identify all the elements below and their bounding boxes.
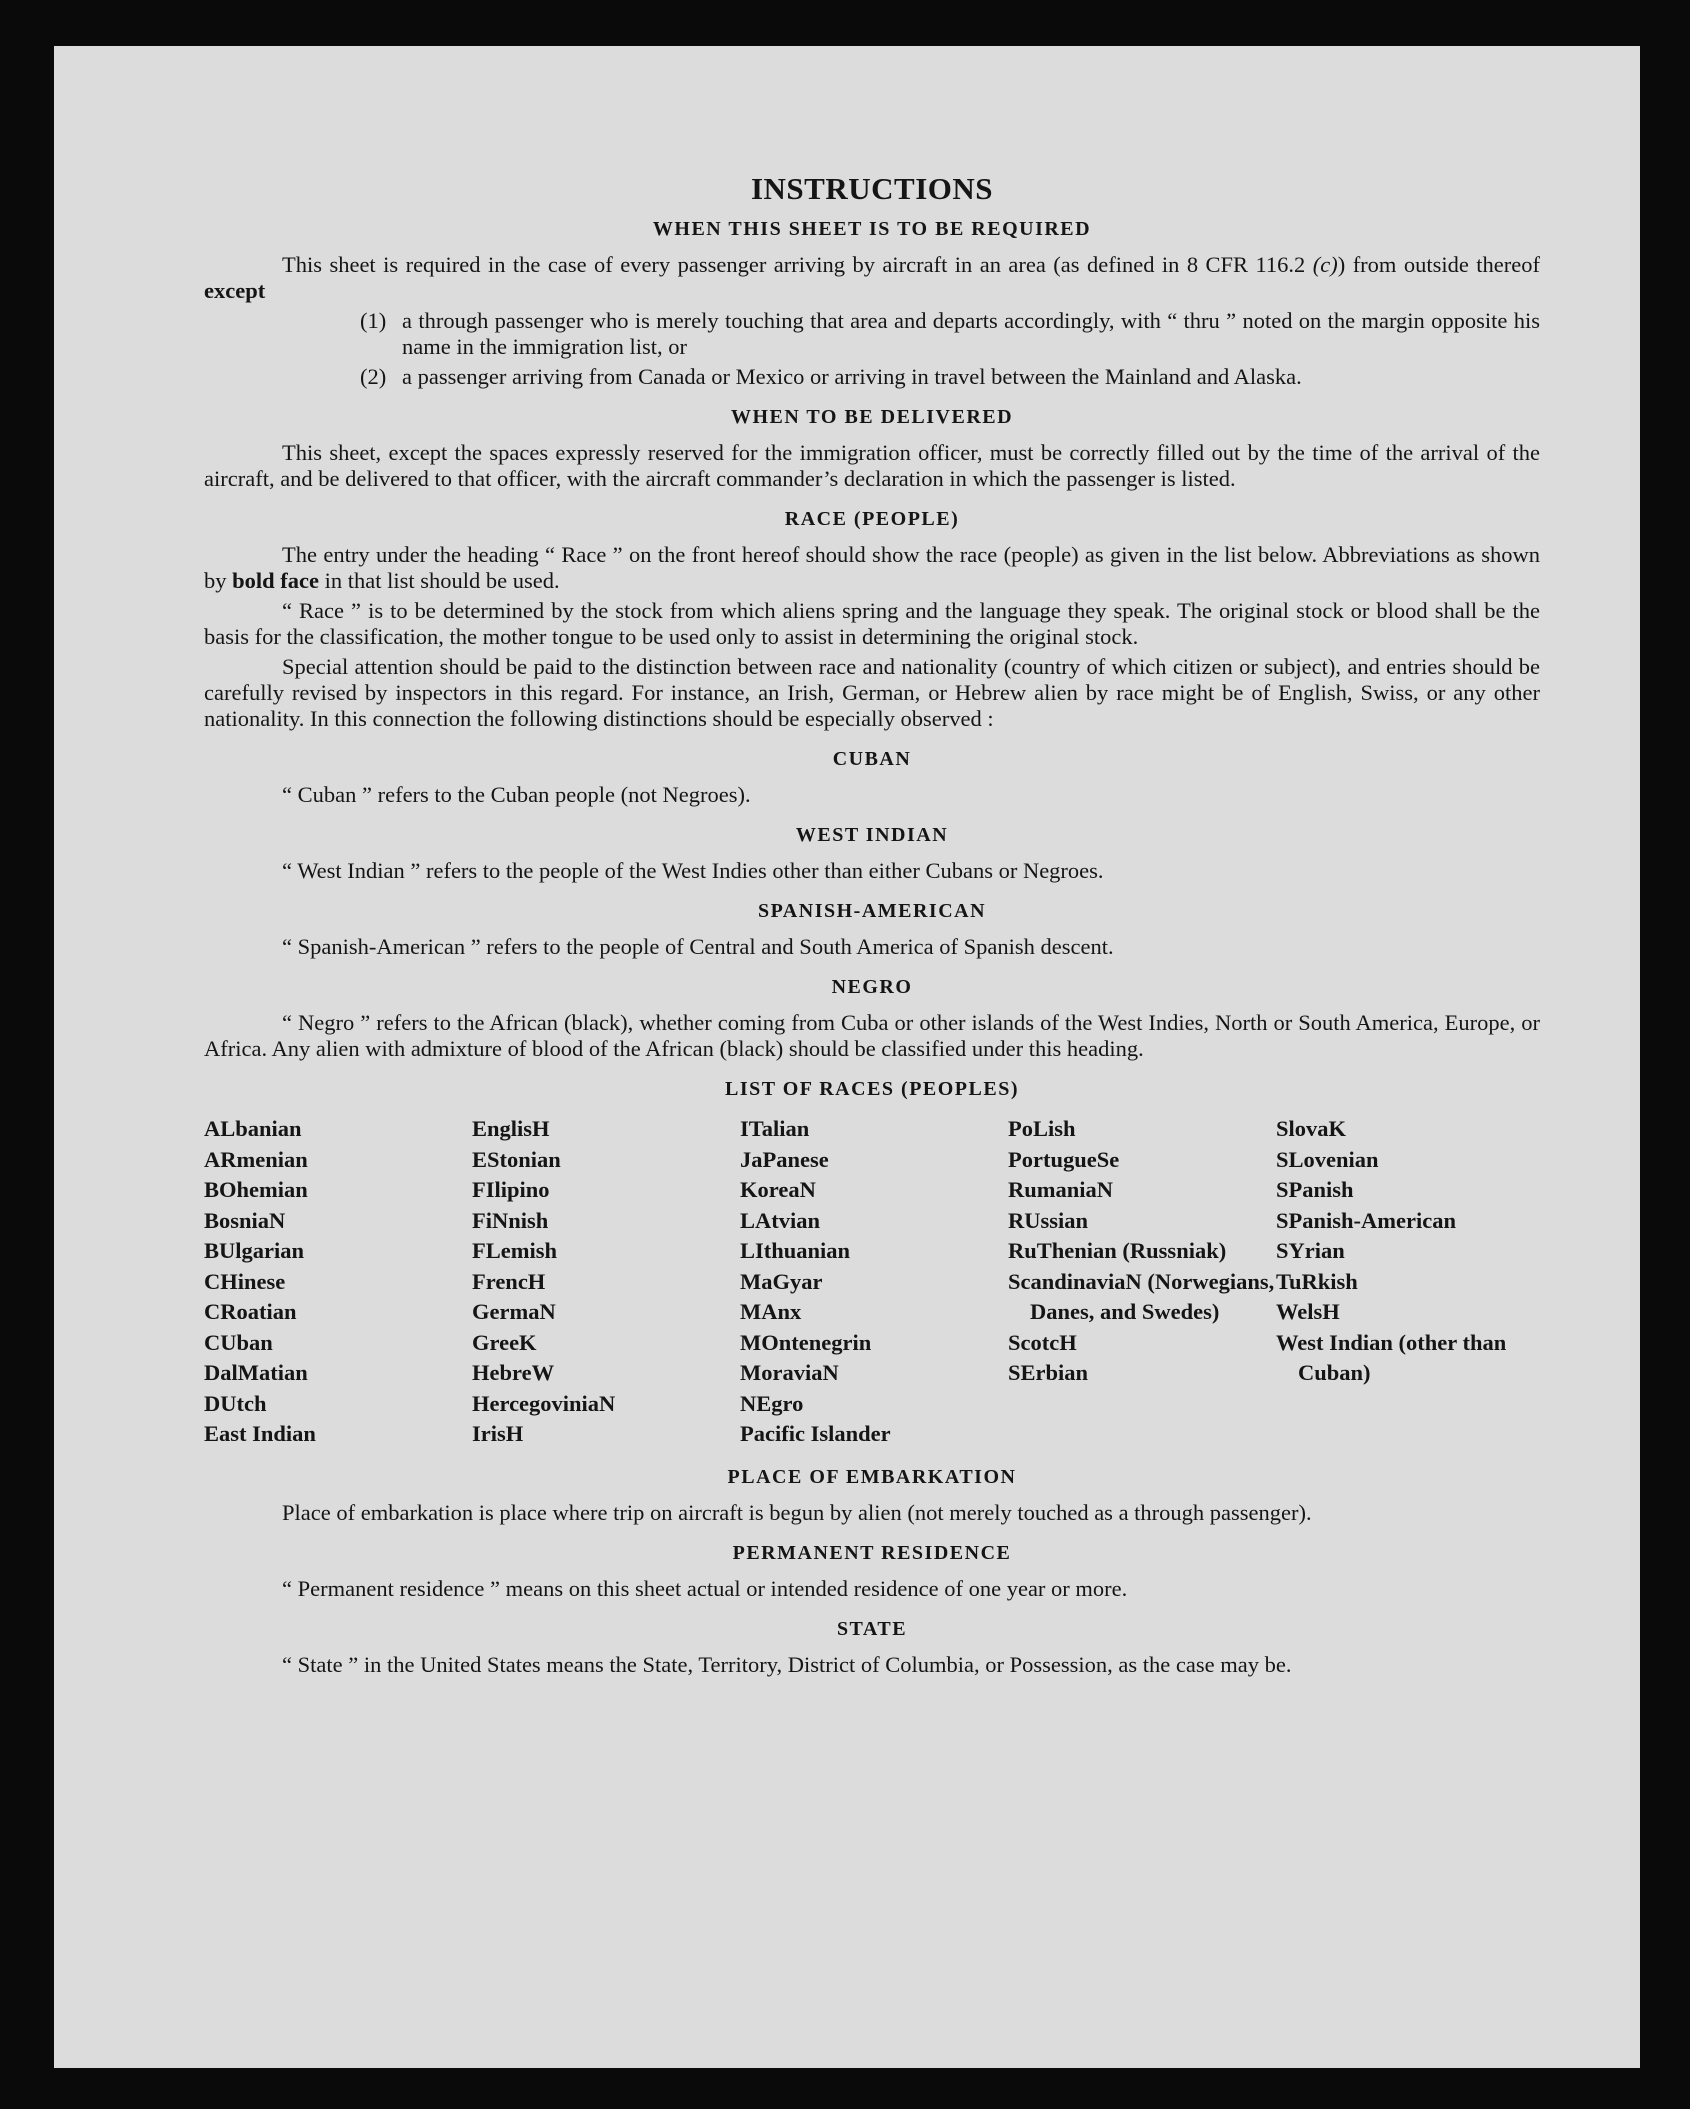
race-item: PortugueSe <box>1008 1146 1120 1172</box>
race-item: DUtch <box>204 1390 267 1416</box>
race-item: BOhemian <box>204 1177 308 1202</box>
race-item: LIthuanian <box>740 1238 851 1263</box>
paragraph-negro: “ Negro ” refers to the African (black), whether coming from Cuba or other islands of the West Indies, North or South America, Europe, or Africa. Any alien with admixture of blood of the African (black) should be classified under this heading. <box>204 1010 1540 1061</box>
race-entry-bold: bold face <box>232 568 319 593</box>
exception-item-2 <box>204 364 1540 390</box>
requirement-subsection: (c) <box>1312 252 1338 277</box>
paragraph-spanish-american: “ Spanish-American ” refers to the people of Central and South America of Spanish descent. <box>282 934 1114 959</box>
races-column-4 <box>1008 1114 1276 1450</box>
document-sheet <box>54 46 1640 2068</box>
race-item: West Indian (other than Cuban) <box>1276 1329 1507 1385</box>
race-item: SPanish <box>1276 1177 1354 1202</box>
race-item: MAnx <box>740 1299 802 1324</box>
race-item: JaPanese <box>740 1146 829 1172</box>
race-item: GermaN <box>472 1299 556 1324</box>
race-item: SLovenian <box>1276 1146 1379 1172</box>
race-item: FiNnish <box>472 1207 549 1233</box>
race-item: SPanish-American <box>1276 1207 1456 1233</box>
race-item: FrencH <box>472 1268 546 1294</box>
race-item: HebreW <box>472 1360 555 1385</box>
race-item: Pacific Islander <box>740 1421 891 1446</box>
race-item: GreeK <box>472 1329 537 1355</box>
paragraph-requirement <box>204 252 1540 304</box>
race-item: PoLish <box>1008 1116 1076 1141</box>
race-item: DalMatian <box>204 1360 308 1385</box>
race-item: BUlgarian <box>204 1238 305 1263</box>
heading-when-delivered: WHEN TO BE DELIVERED <box>730 406 1014 428</box>
heading-west-indian: WEST INDIAN <box>795 824 949 846</box>
exception-text: a passenger arriving from Canada or Mexico or arriving in travel between the Mainland and Alaska. <box>402 364 1302 389</box>
race-item: SErbian <box>1008 1360 1089 1385</box>
race-item: CRoatian <box>204 1299 297 1324</box>
exception-number: (1) <box>360 308 387 333</box>
paragraph-race-nationality: Special attention should be paid to the distinction between race and nationality (country of which citizen or subject), and entries should be carefully revised by inspectors in this regard. For instance, an Irish, German, or Hebrew alien by race might be of English, Swiss, or any other nationality. In this connection the following distinctions should be especially observed : <box>204 654 1540 731</box>
race-item: LAtvian <box>740 1207 821 1233</box>
race-item: MaGyar <box>740 1268 823 1294</box>
heading-cuban: CUBAN <box>832 748 912 770</box>
heading-embarkation: PLACE OF EMBARKATION <box>727 1465 1017 1488</box>
exception-text: a through passenger who is merely touching that area and departs accordingly, with “ thru ” noted on the margin opposite his name in the immigration list, or <box>402 308 1540 359</box>
races-list <box>204 1114 1540 1450</box>
paragraph-cuban: “ Cuban ” refers to the Cuban people (not Negroes). <box>282 782 751 807</box>
race-item: ITalian <box>740 1116 810 1141</box>
race-item: FIlipino <box>472 1177 550 1202</box>
heading-race: RACE (PEOPLE) <box>784 508 960 530</box>
race-item: MoraviaN <box>740 1360 839 1385</box>
paragraph-delivery: This sheet, except the spaces expressly reserved for the immigration officer, must be correctly filled out by the time of the arrival of the aircraft, and be delivered to that officer, with the aircraft commander’s declaration in which the passenger is listed. <box>204 440 1540 491</box>
exception-number: (2) <box>360 364 387 389</box>
race-item: IrisH <box>472 1421 524 1446</box>
race-item: CUban <box>204 1329 273 1355</box>
heading-state: STATE <box>836 1617 908 1640</box>
paragraph-west-indian: “ West Indian ” refers to the people of the West Indies other than either Cubans or Negroes. <box>282 858 1104 883</box>
races-column-5 <box>1276 1114 1540 1450</box>
heading-permanent-residence: PERMANENT RESIDENCE <box>732 1541 1012 1564</box>
race-item: SYrian <box>1276 1238 1345 1263</box>
paragraph-race-entry <box>204 542 1540 594</box>
race-item: ScotcH <box>1008 1329 1077 1355</box>
heading-negro: NEGRO <box>831 976 913 998</box>
races-column-2 <box>472 1114 740 1450</box>
race-item: CHinese <box>204 1268 286 1294</box>
heading-spanish-american: SPANISH-AMERICAN <box>757 900 987 922</box>
race-item: SlovaK <box>1276 1116 1347 1141</box>
page-title: INSTRUCTIONS <box>750 171 993 206</box>
heading-list-of-races: LIST OF RACES (PEOPLES) <box>724 1078 1019 1100</box>
race-item: HercegoviniaN <box>472 1390 616 1416</box>
race-item: RUssian <box>1008 1207 1089 1233</box>
race-item: KoreaN <box>740 1177 816 1202</box>
paragraph-race-definition: “ Race ” is to be determined by the stock from which aliens spring and the language they speak. The original stock or blood shall be the basis for the classification, the mother tongue to be used only to assist in determining the original stock. <box>204 598 1540 649</box>
race-item: FLemish <box>472 1238 558 1263</box>
paragraph-state: “ State ” in the United States means the State, Territory, District of Columbia, or Possession, as the case may be. <box>282 1651 1292 1677</box>
requirement-text-b: ) from outside thereof <box>1337 252 1541 277</box>
race-item: ARmenian <box>204 1146 308 1172</box>
exception-item-1 <box>204 308 1540 360</box>
race-item: EnglisH <box>472 1116 550 1141</box>
race-item: EStonian <box>472 1146 561 1172</box>
race-item: ScandinaviaN (Norwegians, Danes, and Swedes) <box>1008 1268 1275 1324</box>
paragraph-permanent-residence: “ Permanent residence ” means on this sheet actual or intended residence of one year or more. <box>282 1575 1128 1601</box>
heading-when-required: WHEN THIS SHEET IS TO BE REQUIRED <box>652 218 1092 240</box>
race-item: ALbanian <box>204 1116 302 1141</box>
paragraph-embarkation: Place of embarkation is place where trip on aircraft is begun by alien (not merely touched as a through passenger). <box>282 1499 1312 1525</box>
races-column-3 <box>740 1114 1008 1450</box>
instructions-content <box>204 171 1541 1682</box>
race-item: RumaniaN <box>1008 1177 1114 1202</box>
race-item: TuRkish <box>1276 1268 1358 1294</box>
race-entry-text-a: The entry under the heading “ Race ” on the front hereof should show the race (people) as given in the list below. Abbreviations as shown by <box>204 542 1540 593</box>
requirement-except: except <box>204 278 266 303</box>
race-item: BosniaN <box>204 1207 286 1233</box>
requirement-text-a: This sheet is required in the case of every passenger arriving by aircraft in an area (as defined in 8 CFR 116.2 <box>282 252 1306 277</box>
race-entry-text-b: in that list should be used. <box>324 568 560 593</box>
race-item: MOntenegrin <box>740 1329 872 1355</box>
race-item: East Indian <box>204 1421 316 1446</box>
races-column-1 <box>204 1114 472 1450</box>
race-item: RuThenian (Russniak) <box>1008 1238 1227 1263</box>
race-item: NEgro <box>740 1390 804 1416</box>
race-item: WelsH <box>1276 1299 1340 1324</box>
